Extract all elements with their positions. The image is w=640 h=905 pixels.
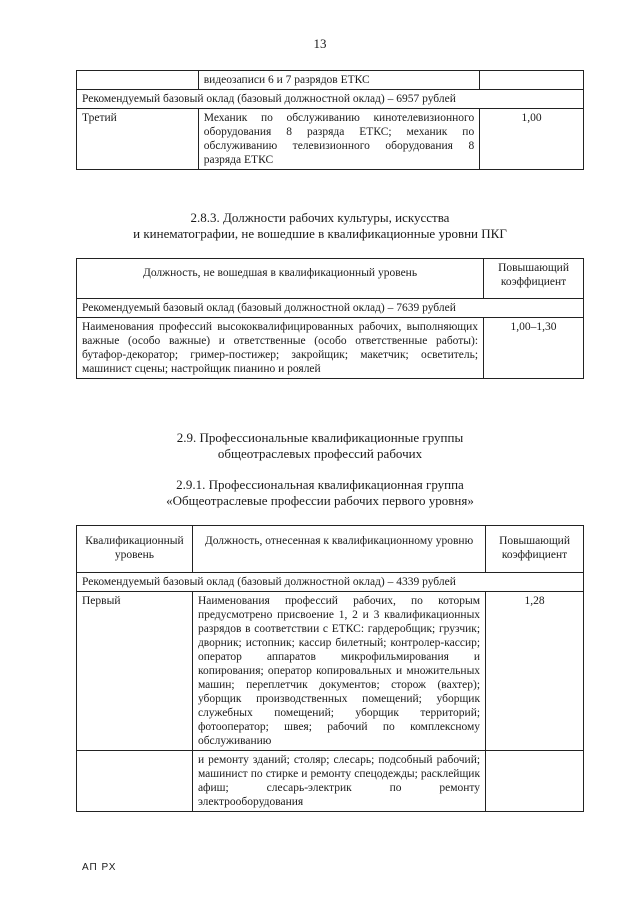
coefficient: 1,00 <box>480 109 584 170</box>
position-description: Наименования профессий высококвалифицированных рабочих, выполняющих важные (особо важные) и ответственные (особо ответственные работы): бутафор-декоратор; гример-постижер; закройщик; макетчик; осветитель; машинист сцены; настройщик пианино и роялей <box>77 318 484 379</box>
table-row <box>77 109 584 170</box>
salary-row <box>77 90 584 109</box>
heading-line: 2.8.3. Должности рабочих культуры, искусства <box>190 210 450 225</box>
heading-line: и кинематографии, не вошедшие в квалификационные уровни ПКГ <box>133 226 507 241</box>
heading-line: 2.9.1. Профессиональная квалификационная группа <box>176 477 464 492</box>
header-row <box>77 259 584 299</box>
header-row <box>77 526 584 573</box>
table-row <box>77 71 584 90</box>
table-third-level <box>76 70 584 170</box>
empty-cell <box>77 71 199 90</box>
heading-line: «Общеотраслевые профессии рабочих первого уровня» <box>166 493 474 508</box>
heading-line: 2.9. Профессиональные квалификационные группы <box>176 430 464 445</box>
empty-cell <box>480 71 584 90</box>
position-description: и ремонту зданий; столяр; слесарь; подсобный рабочий; машинист по стирке и ремонту спецодежды; расклейщик афиш; слесарь-электрик по ремонту электрооборудования <box>192 751 485 812</box>
column-header-level: Квалификационный уровень <box>77 526 193 573</box>
column-header-position: Должность, отнесенная к квалификационному уровню <box>192 526 485 573</box>
position-description: видеозаписи 6 и 7 разрядов ЕТКС <box>198 71 479 90</box>
table-culture-workers <box>76 258 584 379</box>
section-heading-2-9-1 <box>0 477 640 509</box>
column-header-position: Должность, не вошедшая в квалификационный уровень <box>77 259 484 299</box>
column-header-coefficient: Повышающий коэффициент <box>486 526 584 573</box>
empty-cell <box>486 751 584 812</box>
table-row <box>77 592 584 751</box>
table-row <box>77 318 584 379</box>
footer-stamp: АП РХ <box>82 862 117 873</box>
salary-row <box>77 573 584 592</box>
salary-note: Рекомендуемый базовый оклад (базовый должностной оклад) – 6957 рублей <box>77 90 584 109</box>
position-description: Наименования профессий рабочих, по которым предусмотрено присвоение 1, 2 и 3 квалификационных разрядов в соответствии с ЕТКС: гардеробщик; грузчик; дворник; истопник; кассир билетный; контролер-кассир; оператор аппаратов микрофильмирования и копирования; оператор копировальных и множительных машин; переплетчик документов; сторож (вахтер); уборщик производственных помещений; уборщик служебных помещений; уборщик территорий; фотооператор; швея; рабочий по комплексному обслуживанию <box>192 592 485 751</box>
salary-note: Рекомендуемый базовый оклад (базовый должностной оклад) – 7639 рублей <box>77 299 584 318</box>
section-heading-2-8-3 <box>0 210 640 242</box>
qualification-level: Третий <box>77 109 199 170</box>
table-first-level-workers <box>76 525 584 812</box>
section-heading-2-9 <box>0 430 640 462</box>
empty-cell <box>77 751 193 812</box>
salary-row <box>77 299 584 318</box>
coefficient: 1,00–1,30 <box>484 318 584 379</box>
salary-note: Рекомендуемый базовый оклад (базовый должностной оклад) – 4339 рублей <box>77 573 584 592</box>
heading-line: общеотраслевых профессий рабочих <box>217 446 423 461</box>
table-row <box>77 751 584 812</box>
page-number: 13 <box>313 36 327 51</box>
qualification-level: Первый <box>77 592 193 751</box>
column-header-coefficient: Повышающий коэффициент <box>484 259 584 299</box>
position-description: Механик по обслуживанию кинотелевизионного оборудования 8 разряда ЕТКС; механик по обслуживанию телевизионного оборудования 8 разряда ЕТКС <box>198 109 479 170</box>
coefficient: 1,28 <box>486 592 584 751</box>
